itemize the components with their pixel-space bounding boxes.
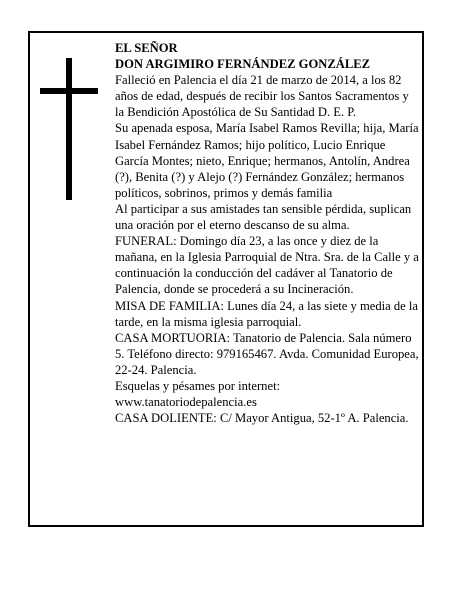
funeral-paragraph: FUNERAL: Domingo día 23, a las once y diez de la mañana, en la Iglesia Parroquial de Ntra. Sra. de la Calle y a continuación la conducción del cadáver al Tanatorio de Palencia, donde se procederá a su Incineración.: [115, 234, 419, 297]
mortuary-paragraph: CASA MORTUORIA: Tanatorio de Palencia. Sala número 5. Teléfono directo: 979165467. Avda. Comunidad Europea, 22-24. Palencia.: [115, 330, 419, 377]
request-paragraph: Al participar a sus amistades tan sensible pérdida, suplican una oración por el eterno descanso de su alma.: [115, 201, 412, 233]
family-paragraph: Su apenada esposa, María Isabel Ramos Revilla; hija, María Isabel Fernández Ramos; hijo político, Lucio Enrique García Montes; nieto, Enrique; hermanos, Antolín, Andrea (?), Benita (?) y Alejo (?) Fernández González; hermanos políticos, sobrinos, primos y demás familia: [115, 121, 419, 200]
heading-title: EL SEÑOR: [115, 41, 178, 55]
death-paragraph: Falleció en Palencia el día 21 de marzo de 2014, a los 82 años de edad, después de recibir los Santos Sacramentos y la Bendición Apostólica de Su Santidad D. E. P.: [115, 73, 409, 120]
obituary-notice: [28, 31, 424, 527]
home-paragraph: CASA DOLIENTE: C/ Mayor Antigua, 52-1º A. Palencia.: [115, 411, 409, 426]
cross-horizontal-bar: [40, 88, 98, 94]
cross-vertical-bar: [66, 58, 72, 200]
deceased-name: DON ARGIMIRO FERNÁNDEZ GONZÁLEZ: [115, 57, 371, 72]
obituary-text: [115, 40, 420, 426]
mass-paragraph: MISA DE FAMILIA: Lunes día 24, a las siete y media de la tarde, en la misma iglesia parroquial.: [115, 298, 419, 329]
online-url: www.tanatoriodepalencia.es: [115, 395, 257, 410]
online-intro: Esquelas y pésames por internet:: [115, 378, 281, 393]
